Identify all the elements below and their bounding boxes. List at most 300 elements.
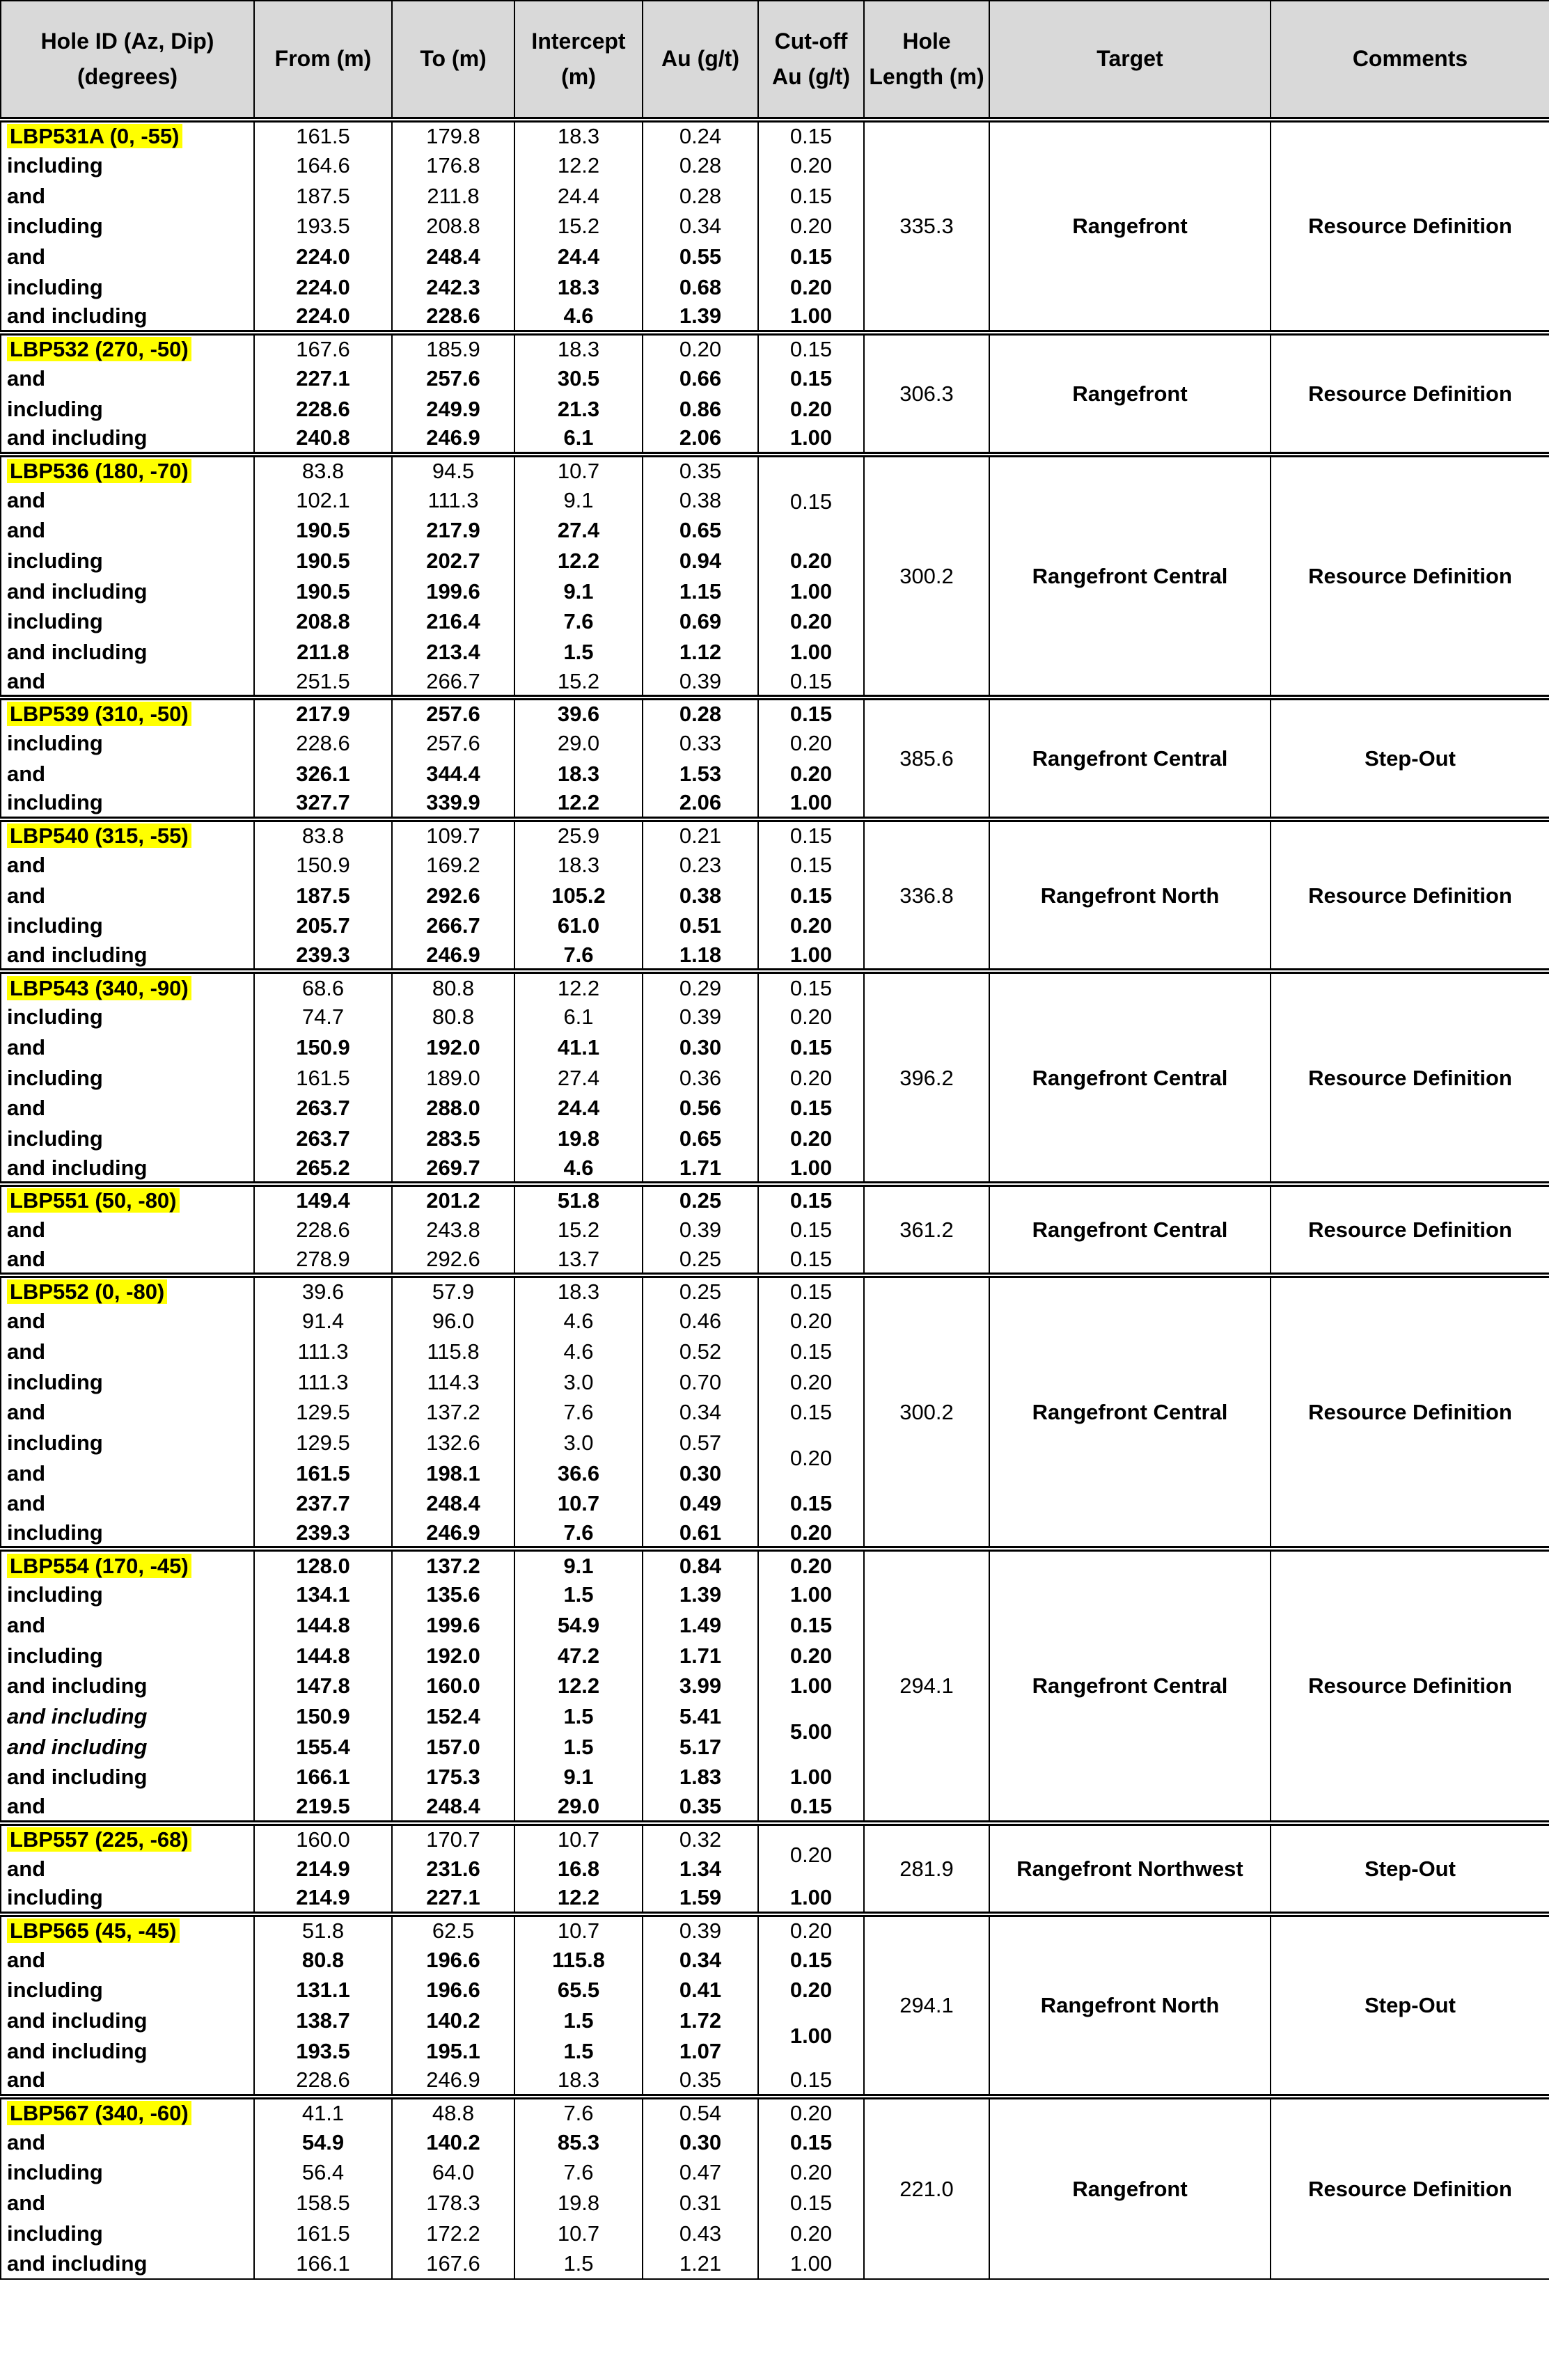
au-cell: 0.46	[643, 1306, 758, 1337]
intercept-cell: 12.2	[514, 150, 643, 181]
cutoff-cell: 0.20	[758, 211, 864, 242]
intercept-cell: 19.8	[514, 2188, 643, 2219]
au-cell: 0.47	[643, 2157, 758, 2188]
hole-group	[1, 1184, 1549, 1275]
from-cell: 187.5	[254, 180, 392, 211]
intercept-cell: 12.2	[514, 1884, 643, 1914]
to-cell: 62.5	[392, 1914, 514, 1945]
au-cell: 0.61	[643, 1519, 758, 1550]
interval-label: including	[1, 271, 254, 302]
from-cell: 149.4	[254, 1184, 392, 1215]
interval-label: and	[1, 1093, 254, 1124]
table-row	[1, 971, 1549, 1002]
header-row	[1, 1, 1549, 120]
table-row	[1, 1184, 1549, 1215]
au-cell: 0.28	[643, 180, 758, 211]
table-row	[1, 120, 1549, 150]
au-cell: 1.72	[643, 2005, 758, 2036]
from-cell: 111.3	[254, 1366, 392, 1397]
intercept-cell: 29.0	[514, 728, 643, 759]
from-cell: 111.3	[254, 1337, 392, 1367]
table-row	[1, 2097, 1549, 2127]
to-cell: 242.3	[392, 271, 514, 302]
from-cell: 239.3	[254, 1519, 392, 1550]
au-cell: 0.39	[643, 667, 758, 698]
hole-length-cell: 294.1	[864, 1549, 989, 1822]
cutoff-cell: 0.20	[758, 758, 864, 789]
cutoff-cell: 0.20	[758, 1914, 864, 1945]
from-cell: 193.5	[254, 211, 392, 242]
to-cell: 344.4	[392, 758, 514, 789]
header-comments: Comments	[1271, 1, 1549, 120]
from-cell: 240.8	[254, 424, 392, 455]
from-cell: 134.1	[254, 1579, 392, 1610]
intercept-cell: 65.5	[514, 1975, 643, 2005]
from-cell: 208.8	[254, 606, 392, 637]
interval-label: and	[1, 1458, 254, 1488]
to-cell: 189.0	[392, 1062, 514, 1093]
intercept-cell: 4.6	[514, 302, 643, 333]
cutoff-cell: 0.15	[758, 1032, 864, 1063]
intercept-cell: 1.5	[514, 2035, 643, 2066]
to-cell: 192.0	[392, 1640, 514, 1671]
target-cell: Rangefront Central	[989, 698, 1271, 819]
comments-cell: Resource Definition	[1271, 333, 1549, 455]
from-cell: 144.8	[254, 1610, 392, 1641]
hole-id-label: LBP551 (50, -80)	[7, 1188, 180, 1213]
interval-label: and including	[1, 1153, 254, 1184]
cutoff-cell: 0.20	[758, 1428, 864, 1488]
interval-label: including	[1, 393, 254, 424]
from-cell: 39.6	[254, 1275, 392, 1306]
intercept-cell: 7.6	[514, 1519, 643, 1550]
hole-length-cell: 336.8	[864, 819, 989, 971]
from-cell: 326.1	[254, 758, 392, 789]
au-cell: 0.25	[643, 1184, 758, 1215]
interval-label: and	[1, 1215, 254, 1245]
to-cell: 176.8	[392, 150, 514, 181]
target-cell: Rangefront Central	[989, 1549, 1271, 1822]
to-cell: 94.5	[392, 455, 514, 485]
intercept-cell: 9.1	[514, 576, 643, 606]
intercept-cell: 7.6	[514, 2097, 643, 2127]
au-cell: 1.18	[643, 941, 758, 972]
to-cell: 292.6	[392, 880, 514, 911]
from-cell: 228.6	[254, 2066, 392, 2097]
to-cell: 228.6	[392, 302, 514, 333]
to-cell: 195.1	[392, 2035, 514, 2066]
hole-length-cell: 306.3	[864, 333, 989, 455]
cutoff-cell: 0.15	[758, 120, 864, 150]
cutoff-cell: 0.15	[758, 1488, 864, 1519]
from-cell: 138.7	[254, 2005, 392, 2036]
au-cell: 0.70	[643, 1366, 758, 1397]
au-cell: 0.94	[643, 546, 758, 576]
from-cell: 155.4	[254, 1731, 392, 1762]
au-cell: 0.39	[643, 1215, 758, 1245]
from-cell: 190.5	[254, 576, 392, 606]
to-cell: 172.2	[392, 2218, 514, 2248]
cutoff-cell: 1.00	[758, 2248, 864, 2279]
cutoff-cell: 0.15	[758, 1944, 864, 1975]
au-cell: 0.55	[643, 242, 758, 272]
hole-group	[1, 120, 1549, 333]
interval-label: and	[1, 180, 254, 211]
to-cell: 96.0	[392, 1306, 514, 1337]
intercept-cell: 4.6	[514, 1153, 643, 1184]
hole-group	[1, 455, 1549, 698]
from-cell: 164.6	[254, 150, 392, 181]
interval-label: including	[1, 728, 254, 759]
from-cell: 193.5	[254, 2035, 392, 2066]
hole-id-cell	[1, 1549, 254, 1579]
au-cell: 0.41	[643, 1975, 758, 2005]
interval-label: including	[1, 1124, 254, 1154]
cutoff-cell: 1.00	[758, 1884, 864, 1914]
comments-cell: Step-Out	[1271, 698, 1549, 819]
header-target: Target	[989, 1, 1271, 120]
to-cell: 257.6	[392, 363, 514, 394]
interval-label: and	[1, 880, 254, 911]
intercept-cell: 1.5	[514, 2248, 643, 2279]
from-cell: 161.5	[254, 120, 392, 150]
au-cell: 0.33	[643, 728, 758, 759]
au-cell: 0.21	[643, 819, 758, 850]
to-cell: 196.6	[392, 1975, 514, 2005]
au-cell: 0.38	[643, 484, 758, 515]
to-cell: 140.2	[392, 2005, 514, 2036]
interval-label: and including	[1, 424, 254, 455]
interval-label: and	[1, 758, 254, 789]
interval-label: and	[1, 1944, 254, 1975]
intercept-cell: 19.8	[514, 1124, 643, 1154]
hole-group	[1, 1275, 1549, 1549]
intercept-cell: 29.0	[514, 1792, 643, 1823]
from-cell: 160.0	[254, 1823, 392, 1854]
to-cell: 257.6	[392, 698, 514, 728]
hole-id-cell	[1, 1184, 254, 1215]
intercept-cell: 1.5	[514, 1701, 643, 1732]
intercept-cell: 7.6	[514, 941, 643, 972]
to-cell: 248.4	[392, 1488, 514, 1519]
au-cell: 1.39	[643, 302, 758, 333]
intercept-cell: 15.2	[514, 1215, 643, 1245]
hole-id-cell	[1, 698, 254, 728]
au-cell: 2.06	[643, 424, 758, 455]
header-from: From (m)	[254, 1, 392, 120]
interval-label: and including	[1, 2035, 254, 2066]
hole-id-label: LBP536 (180, -70)	[7, 459, 191, 483]
intercept-cell: 24.4	[514, 242, 643, 272]
hole-id-label: LBP543 (340, -90)	[7, 976, 191, 1000]
header-hole-length: Hole Length (m)	[864, 1, 989, 120]
cutoff-cell: 0.15	[758, 1184, 864, 1215]
hole-length-cell: 294.1	[864, 1914, 989, 2097]
table-row	[1, 1914, 1549, 1945]
hole-length-cell: 396.2	[864, 971, 989, 1184]
interval-label: including	[1, 606, 254, 637]
cutoff-cell: 1.00	[758, 1579, 864, 1610]
intercept-cell: 18.3	[514, 2066, 643, 2097]
au-cell: 0.36	[643, 1062, 758, 1093]
au-cell: 0.65	[643, 1124, 758, 1154]
au-cell: 0.25	[643, 1245, 758, 1275]
cutoff-cell: 0.15	[758, 2066, 864, 2097]
hole-id-cell	[1, 1914, 254, 1945]
hole-id-label: LBP567 (340, -60)	[7, 2101, 191, 2125]
from-cell: 91.4	[254, 1306, 392, 1337]
intercept-cell: 54.9	[514, 1610, 643, 1641]
interval-label: and	[1, 1853, 254, 1884]
from-cell: 167.6	[254, 333, 392, 363]
intercept-cell: 15.2	[514, 667, 643, 698]
header-to: To (m)	[392, 1, 514, 120]
from-cell: 150.9	[254, 1032, 392, 1063]
intercept-cell: 10.7	[514, 455, 643, 485]
au-cell: 0.49	[643, 1488, 758, 1519]
hole-id-cell	[1, 971, 254, 1002]
hole-id-label: LBP557 (225, -68)	[7, 1827, 191, 1852]
hole-id-cell	[1, 819, 254, 850]
interval-label: and	[1, 363, 254, 394]
interval-label: and	[1, 1032, 254, 1063]
from-cell: 166.1	[254, 2248, 392, 2279]
cutoff-cell: 0.15	[758, 971, 864, 1002]
hole-length-cell: 361.2	[864, 1184, 989, 1275]
from-cell: 54.9	[254, 2127, 392, 2157]
interval-label: and	[1, 242, 254, 272]
cutoff-cell: 0.20	[758, 1062, 864, 1093]
comments-cell: Resource Definition	[1271, 120, 1549, 333]
au-cell: 0.35	[643, 1792, 758, 1823]
hole-id-cell	[1, 455, 254, 485]
cutoff-cell: 0.20	[758, 150, 864, 181]
to-cell: 248.4	[392, 1792, 514, 1823]
from-cell: 128.0	[254, 1549, 392, 1579]
interval-label: and	[1, 484, 254, 515]
au-cell: 0.30	[643, 1032, 758, 1063]
target-cell: Rangefront	[989, 333, 1271, 455]
interval-label: including	[1, 1062, 254, 1093]
cutoff-cell: 0.20	[758, 2097, 864, 2127]
au-cell: 0.20	[643, 333, 758, 363]
intercept-cell: 18.3	[514, 120, 643, 150]
cutoff-cell: 0.15	[758, 698, 864, 728]
cutoff-cell: 1.00	[758, 2005, 864, 2066]
hole-id-label: LBP532 (270, -50)	[7, 337, 191, 361]
to-cell: 111.3	[392, 484, 514, 515]
au-cell: 0.52	[643, 1337, 758, 1367]
cutoff-cell: 0.20	[758, 606, 864, 637]
hole-id-label: LBP539 (310, -50)	[7, 702, 191, 726]
to-cell: 132.6	[392, 1428, 514, 1458]
to-cell: 199.6	[392, 1610, 514, 1641]
intercept-cell: 18.3	[514, 333, 643, 363]
to-cell: 80.8	[392, 971, 514, 1002]
interval-label: and including	[1, 2005, 254, 2036]
cutoff-cell: 1.00	[758, 1153, 864, 1184]
cutoff-cell: 0.15	[758, 1245, 864, 1275]
intercept-cell: 61.0	[514, 911, 643, 941]
from-cell: 224.0	[254, 271, 392, 302]
intercept-cell: 30.5	[514, 363, 643, 394]
to-cell: 169.2	[392, 850, 514, 881]
cutoff-cell: 0.15	[758, 242, 864, 272]
au-cell: 0.28	[643, 150, 758, 181]
intercept-cell: 27.4	[514, 1062, 643, 1093]
au-cell: 1.15	[643, 576, 758, 606]
table-row	[1, 1549, 1549, 1579]
from-cell: 131.1	[254, 1975, 392, 2005]
hole-id-label: LBP531A (0, -55)	[7, 124, 182, 148]
interval-label: including	[1, 1519, 254, 1550]
cutoff-cell: 0.15	[758, 1337, 864, 1367]
from-cell: 144.8	[254, 1640, 392, 1671]
to-cell: 246.9	[392, 2066, 514, 2097]
au-cell: 0.66	[643, 363, 758, 394]
intercept-cell: 1.5	[514, 637, 643, 668]
table-row	[1, 1823, 1549, 1854]
intercept-cell: 21.3	[514, 393, 643, 424]
interval-label: including	[1, 1975, 254, 2005]
from-cell: 102.1	[254, 484, 392, 515]
cutoff-cell: 0.15	[758, 2127, 864, 2157]
to-cell: 137.2	[392, 1549, 514, 1579]
au-cell: 0.69	[643, 606, 758, 637]
cutoff-cell: 0.20	[758, 1975, 864, 2005]
from-cell: 228.6	[254, 393, 392, 424]
target-cell: Rangefront Central	[989, 1275, 1271, 1549]
hole-id-cell	[1, 1823, 254, 1854]
from-cell: 227.1	[254, 363, 392, 394]
interval-label: and	[1, 515, 254, 546]
from-cell: 263.7	[254, 1093, 392, 1124]
hole-group	[1, 819, 1549, 971]
au-cell: 5.41	[643, 1701, 758, 1732]
interval-label: including	[1, 1366, 254, 1397]
au-cell: 1.49	[643, 1610, 758, 1641]
to-cell: 57.9	[392, 1275, 514, 1306]
table-row	[1, 333, 1549, 363]
from-cell: 211.8	[254, 637, 392, 668]
au-cell: 1.59	[643, 1884, 758, 1914]
au-cell: 0.43	[643, 2218, 758, 2248]
cutoff-cell: 0.15	[758, 455, 864, 546]
hole-id-label: LBP554 (170, -45)	[7, 1554, 191, 1578]
to-cell: 137.2	[392, 1397, 514, 1428]
comments-cell: Resource Definition	[1271, 971, 1549, 1184]
to-cell: 227.1	[392, 1884, 514, 1914]
cutoff-cell: 1.00	[758, 941, 864, 972]
to-cell: 140.2	[392, 2127, 514, 2157]
intercept-cell: 18.3	[514, 271, 643, 302]
table-row	[1, 698, 1549, 728]
comments-cell: Resource Definition	[1271, 1549, 1549, 1822]
to-cell: 185.9	[392, 333, 514, 363]
header-cutoff: Cut-off Au (g/t)	[758, 1, 864, 120]
intercept-cell: 9.1	[514, 484, 643, 515]
comments-cell: Step-Out	[1271, 1823, 1549, 1914]
from-cell: 265.2	[254, 1153, 392, 1184]
to-cell: 196.6	[392, 1944, 514, 1975]
cutoff-cell: 0.15	[758, 1610, 864, 1641]
hole-id-cell	[1, 1275, 254, 1306]
cutoff-cell: 0.15	[758, 880, 864, 911]
from-cell: 147.8	[254, 1671, 392, 1701]
au-cell: 3.99	[643, 1671, 758, 1701]
au-cell: 0.39	[643, 1002, 758, 1032]
from-cell: 83.8	[254, 819, 392, 850]
intercept-cell: 25.9	[514, 819, 643, 850]
interval-label: and	[1, 1610, 254, 1641]
cutoff-cell: 0.20	[758, 1306, 864, 1337]
au-cell: 0.38	[643, 880, 758, 911]
to-cell: 216.4	[392, 606, 514, 637]
cutoff-cell: 0.20	[758, 1549, 864, 1579]
from-cell: 224.0	[254, 302, 392, 333]
hole-id-cell	[1, 333, 254, 363]
intercept-cell: 4.6	[514, 1337, 643, 1367]
to-cell: 283.5	[392, 1124, 514, 1154]
cutoff-cell: 0.15	[758, 667, 864, 698]
cutoff-cell: 0.15	[758, 1275, 864, 1306]
intercept-cell: 10.7	[514, 1488, 643, 1519]
from-cell: 219.5	[254, 1792, 392, 1823]
interval-label: and	[1, 2188, 254, 2219]
intercept-cell: 47.2	[514, 1640, 643, 1671]
au-cell: 0.34	[643, 1397, 758, 1428]
from-cell: 158.5	[254, 2188, 392, 2219]
from-cell: 129.5	[254, 1428, 392, 1458]
target-cell: Rangefront Northwest	[989, 1823, 1271, 1914]
header-intercept: Intercept (m)	[514, 1, 643, 120]
intercept-cell: 7.6	[514, 1397, 643, 1428]
hole-length-cell: 281.9	[864, 1823, 989, 1914]
intercept-cell: 13.7	[514, 1245, 643, 1275]
interval-label: and	[1, 1337, 254, 1367]
au-cell: 0.30	[643, 2127, 758, 2157]
cutoff-cell: 1.00	[758, 576, 864, 606]
interval-label: including	[1, 2218, 254, 2248]
au-cell: 0.68	[643, 271, 758, 302]
intercept-cell: 4.6	[514, 1306, 643, 1337]
interval-label: and	[1, 850, 254, 881]
target-cell: Rangefront North	[989, 819, 1271, 971]
cutoff-cell: 0.15	[758, 2188, 864, 2219]
interval-label: and	[1, 1488, 254, 1519]
intercept-cell: 7.6	[514, 2157, 643, 2188]
to-cell: 266.7	[392, 667, 514, 698]
au-cell: 1.34	[643, 1853, 758, 1884]
cutoff-cell: 0.15	[758, 1093, 864, 1124]
interval-label: including	[1, 789, 254, 819]
au-cell: 1.12	[643, 637, 758, 668]
au-cell: 0.32	[643, 1823, 758, 1854]
au-cell: 0.34	[643, 211, 758, 242]
intercept-cell: 36.6	[514, 1458, 643, 1488]
to-cell: 208.8	[392, 211, 514, 242]
intercept-cell: 16.8	[514, 1853, 643, 1884]
from-cell: 68.6	[254, 971, 392, 1002]
intercept-cell: 85.3	[514, 2127, 643, 2157]
au-cell: 5.17	[643, 1731, 758, 1762]
hole-group	[1, 2097, 1549, 2279]
interval-label: and	[1, 1306, 254, 1337]
au-cell: 0.51	[643, 911, 758, 941]
to-cell: 269.7	[392, 1153, 514, 1184]
to-cell: 152.4	[392, 1701, 514, 1732]
cutoff-cell: 1.00	[758, 1762, 864, 1792]
